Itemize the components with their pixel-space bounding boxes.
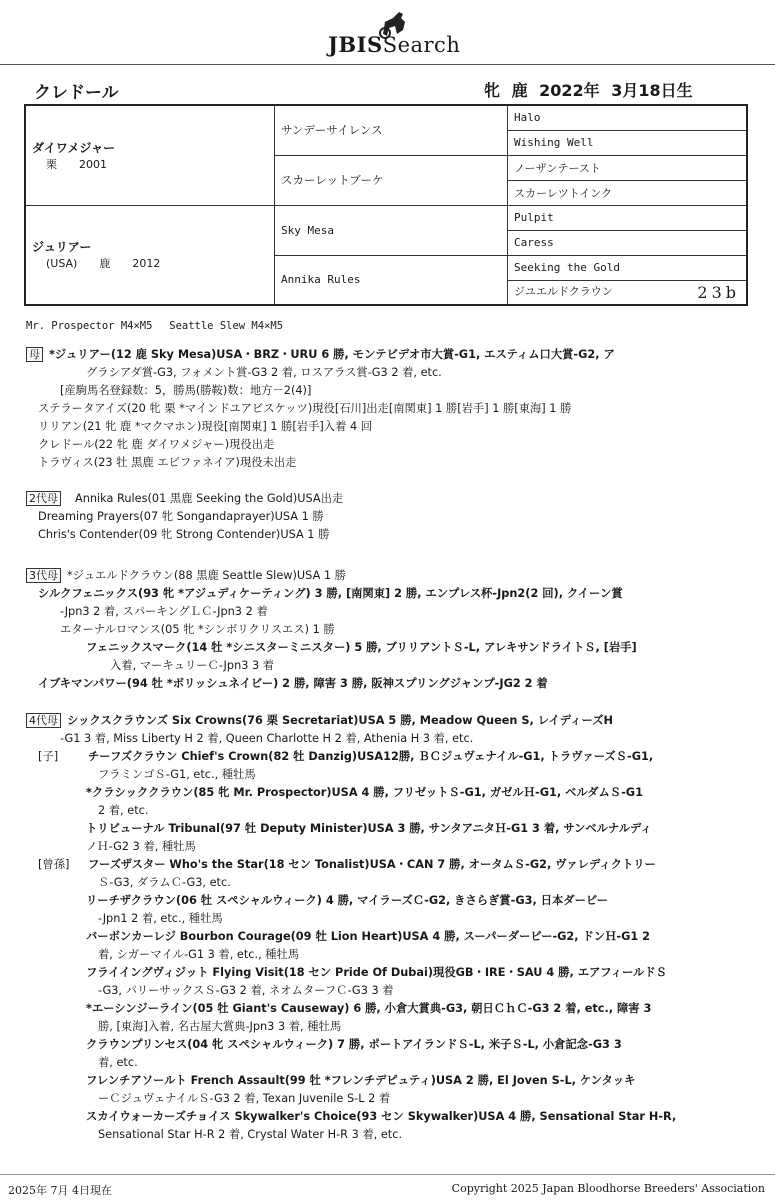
- jbis-logo[interactable]: [0, 4, 775, 64]
- third-dam-line: フェニックスマーク(14 牡 *シニスターミニスター) 5 勝, ブリリアントＳ-L, アレキサンドライトＳ, [岩手]: [86, 641, 637, 654]
- dam-sire-cell[interactable]: Sky Mesa: [275, 205, 508, 255]
- dd-dam-cell: [508, 280, 748, 305]
- dam-cell: [25, 205, 275, 305]
- dam-line: クレドール(22 牝 鹿 ダイワメジャー)現役出走: [38, 438, 275, 451]
- pedigree-table: [24, 104, 748, 306]
- fourth-dam-line: 勝, [東海]入着, 名古屋大賞典-Jpn3 3 着, 種牡馬: [98, 1020, 342, 1033]
- dam-line: トラヴィス(23 牡 黒鹿 エピファネイア)現役未出走: [38, 456, 297, 469]
- second-dam-section: [26, 490, 746, 544]
- fourth-dam-line: 着, etc.: [98, 1056, 138, 1069]
- dam-line: リリアン(21 牝 鹿 *マクマホン)現役[南関東] 1 勝[岩手]入着 4 回: [38, 420, 373, 433]
- fourth-dam-line: *クラシッククラウン(85 牝 Mr. Prospector)USA 4 勝, フリゼットＳ-G1, ガゼルＨ-G1, ベルダムＳ-G1: [86, 786, 643, 799]
- ss-sire-cell[interactable]: Halo: [508, 105, 748, 130]
- dam-tag: 母: [26, 347, 43, 362]
- fourth-dam-line: フライイングヴィジット Flying Visit(18 セン Pride Of Dubai)現役GB・IRE・SAU 4 勝, エアフィールドＳ: [86, 966, 667, 979]
- third-dam-tag: 3代母: [26, 568, 61, 583]
- dam-sub: (USA) 鹿 2012: [46, 257, 161, 271]
- horse-name: クレドール: [34, 83, 119, 103]
- fourth-dam-line: -Jpn1 2 着, etc., 種牡馬: [98, 912, 223, 925]
- third-dam-line: *ジュエルドクラウン(88 黒鹿 Seattle Slew)USA 1 勝: [67, 569, 346, 582]
- sire-sub: 栗 2001: [46, 157, 107, 171]
- footer-divider: [0, 1174, 775, 1175]
- as-of-date: 2025年 7月 4日現在: [8, 1184, 112, 1197]
- header-divider: [0, 64, 775, 65]
- fourth-dam-line: フレンチアソールト French Assault(99 牡 *フレンチデピュティ)USA 2 勝, El Joven S-L, ケンタッキ: [86, 1074, 636, 1087]
- fourth-dam-line: Ｓ-G3, ダラムＣ-G3, etc.: [98, 876, 231, 889]
- sire-name[interactable]: ダイワメジャー: [32, 140, 116, 155]
- fourth-dam-line: -G3, パリーサックスＳ-G3 2 着, ネオムターフＣ-G3 3 着: [98, 984, 394, 997]
- second-dam-tag: 2代母: [26, 491, 61, 506]
- third-dam-line: エターナルロマンス(05 牝 *シンボリクリスエス) 1 勝: [60, 623, 335, 636]
- fourth-dam-line: ノＨ-G2 3 着, 種牡馬: [86, 840, 196, 853]
- sire-dam-cell[interactable]: スカーレットブーケ: [275, 155, 508, 205]
- fourth-dam-line: Sensational Star H-R 2 着, Crystal Water H-R 3 着, etc.: [98, 1128, 403, 1141]
- fourth-dam-line: リーチザクラウン(06 牡 スペシャルウィーク) 4 勝, マイラーズＣ-G2, きさらぎ賞-G3, 日本ダービー: [86, 894, 609, 907]
- fourth-dam-line: -G1 3 着, Miss Liberty H 2 着, Queen Charlotte H 2 着, Athenia H 3 着, etc.: [60, 732, 474, 745]
- fourth-dam-section: [26, 712, 746, 1144]
- dam-line: ステラータアイズ(20 牝 栗 *マインドユアビスケッツ)現役[石川]出走[南関東] 1 勝[岩手] 1 勝[東海] 1 勝: [38, 402, 572, 415]
- horse-info: 牝 鹿 2022年 3月18日生: [484, 81, 693, 100]
- third-dam-line: 入着, マーキュリーＣ-Jpn3 3 着: [110, 659, 275, 672]
- fourth-dam-line: ーＣジュヴェナイルＳ-G3 2 着, Texan Juvenile S-L 2 着: [98, 1092, 391, 1105]
- ds-sire-cell[interactable]: Pulpit: [508, 205, 748, 230]
- fourth-dam-line: 2 着, etc.: [98, 804, 149, 817]
- ss-dam-cell[interactable]: Wishing Well: [508, 130, 748, 155]
- fourth-dam-line: トリビューナル Tribunal(97 牡 Deputy Minister)USA 3 勝, サンタアニタＨ-G1 3 着, サンベルナルディ: [86, 822, 652, 835]
- fourth-dam-line: 着, シガーマイル-G1 3 着, etc., 種牡馬: [98, 948, 300, 961]
- sd-dam-cell[interactable]: スカーレツトインク: [508, 180, 748, 205]
- logo-text: JBISSearch: [328, 32, 461, 57]
- fourth-dam-line: チーフズクラウン Chief's Crown(82 牡 Danzig)USA12勝, ＢＣジュヴェナイル-G1, トラヴァーズＳ-G1,: [88, 750, 654, 763]
- fourth-dam-line: クラウンプリンセス(04 牝 スペシャルウィーク) 7 勝, ポートアイランドＳ-L, 米子Ｓ-L, 小倉記念-G3 3: [86, 1038, 622, 1051]
- sd-sire-cell[interactable]: ノーザンテースト: [508, 155, 748, 180]
- grandchild-tag: [曾孫]: [38, 858, 70, 871]
- third-dam-section: [26, 567, 746, 693]
- child-tag: [子]: [38, 750, 59, 763]
- dd-dam-name[interactable]: ジユエルドクラウン: [514, 284, 613, 298]
- third-dam-line: イブキマンパワー(94 牡 *ボリッシュネイビー) 2 勝, 障害 3 勝, 阪神スプリングジャンプ-JG2 2 着: [38, 677, 548, 690]
- dam-line: *ジュリアー(12 鹿 Sky Mesa)USA・BRZ・URU 6 勝, モンテビデオ市大賞-G1, エスティム口大賞-G2, ア: [49, 348, 615, 361]
- inbreeding-note: Mr. Prospector M4×M5 Seattle Slew M4×M5: [26, 320, 284, 332]
- fourth-dam-line: バーボンカーレジ Bourbon Courage(09 牡 Lion Heart)USA 4 勝, スーパーダービー-G2, ドンＨ-G1 2: [86, 930, 651, 943]
- fourth-dam-tag: 4代母: [26, 713, 61, 728]
- sire-sire-cell[interactable]: サンデーサイレンス: [275, 105, 508, 155]
- second-dam-line: Annika Rules(01 黒鹿 Seeking the Gold)USA出走: [75, 492, 344, 505]
- fourth-dam-line: スカイウォーカーズチョイス Skywalker's Choice(93 セン Skywalker)USA 4 勝, Sensational Star H-R,: [86, 1110, 677, 1123]
- third-dam-line: -Jpn3 2 着, スパーキングＬＣ-Jpn3 2 着: [60, 605, 268, 618]
- family-number: 23b: [697, 282, 740, 302]
- third-dam-line: シルクフェニックス(93 牝 *アジュディケーティング) 3 勝, [南関東] 2 勝, エンプレス杯-Jpn2(2 回), クイーン賞: [38, 587, 623, 600]
- ds-dam-cell[interactable]: Caress: [508, 230, 748, 255]
- fourth-dam-line: フーズザスター Who's the Star(18 セン Tonalist)USA・CAN 7 勝, オータムＳ-G2, ヴァレディクトリー: [88, 858, 656, 871]
- sire-cell: [25, 105, 275, 205]
- fourth-dam-line: *エーシンジーライン(05 牡 Giant's Causeway) 6 勝, 小倉大賞典-G3, 朝日ＣｈＣ-G3 2 着, etc., 障害 3: [86, 1002, 652, 1015]
- dam-dam-cell[interactable]: Annika Rules: [275, 255, 508, 305]
- dd-sire-cell[interactable]: Seeking the Gold: [508, 255, 748, 280]
- second-dam-line: Chris's Contender(09 牝 Strong Contender)USA 1 勝: [38, 528, 330, 541]
- second-dam-line: Dreaming Prayers(07 牝 Songandaprayer)USA 1 勝: [38, 510, 324, 523]
- dam-line: グラシアダ賞-G3, フォメント賞-G3 2 着, ロスアラス賞-G3 2 着, etc.: [86, 366, 442, 379]
- dam-line: [産駒馬名登録数：5，勝馬(勝鞍)数：地方－2(4)]: [60, 384, 312, 397]
- dam-name[interactable]: ジュリアー: [32, 240, 92, 255]
- copyright: Copyright 2025 Japan Bloodhorse Breeders' Association: [451, 1182, 765, 1195]
- fourth-dam-line: シックスクラウンズ Six Crowns(76 栗 Secretariat)USA 5 勝, Meadow Queen S, レイディーズH: [67, 714, 613, 727]
- dam-section: [26, 346, 746, 472]
- fourth-dam-line: フラミンゴＳ-G1, etc., 種牡馬: [98, 768, 256, 781]
